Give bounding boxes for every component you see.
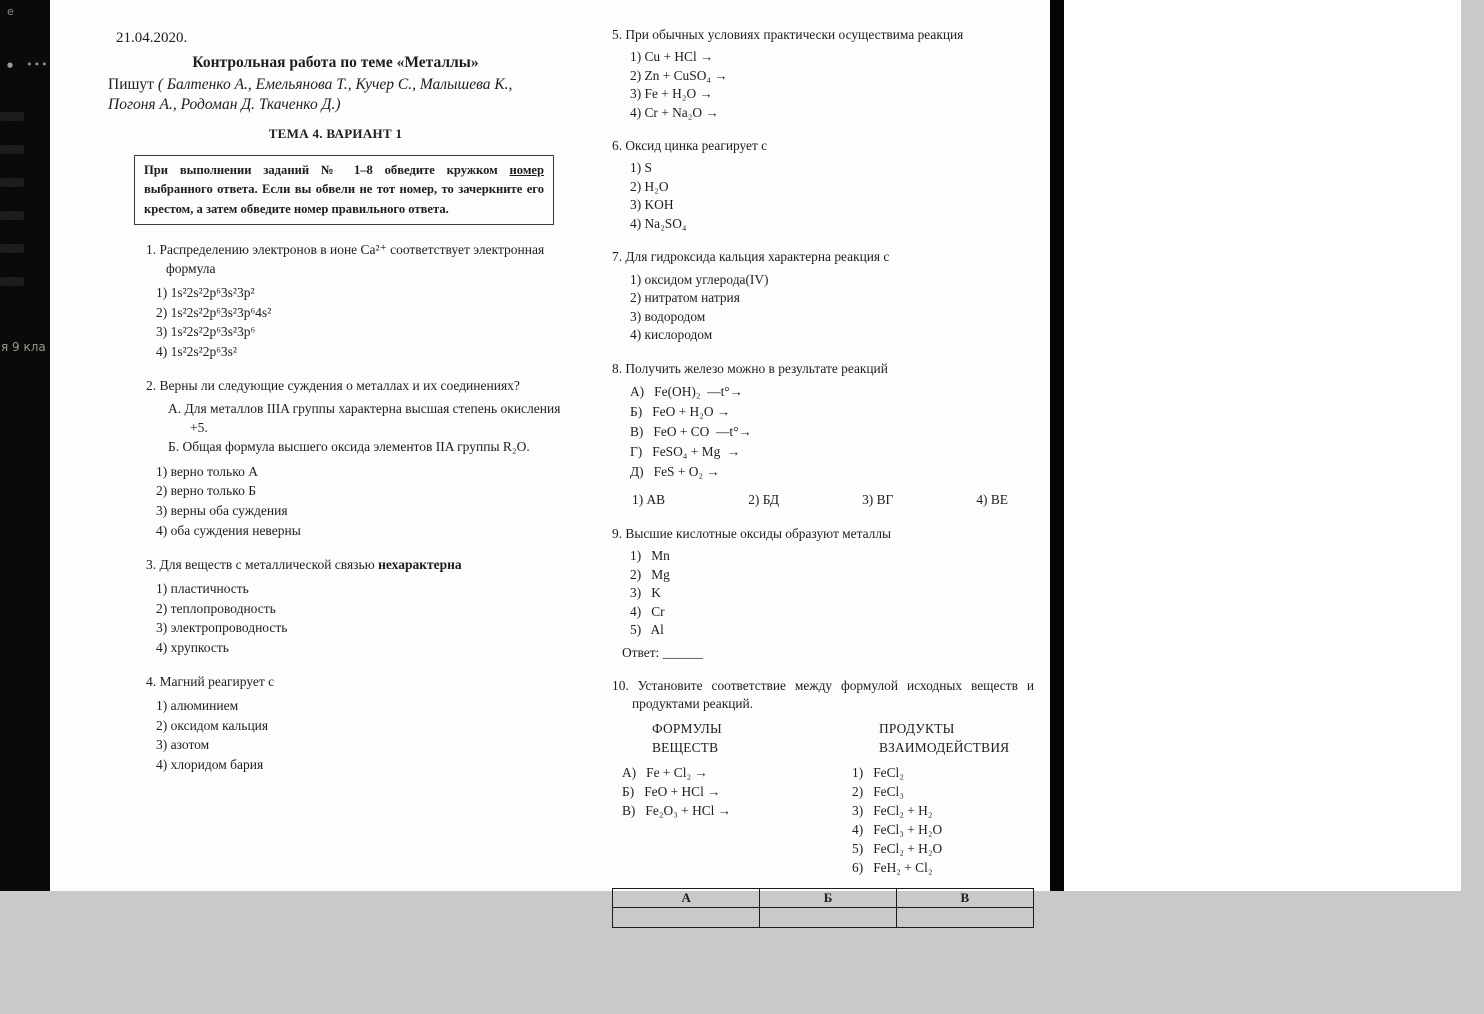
matching-block xyxy=(612,720,1034,877)
answer-option: 3) Fe + H₂O → xyxy=(630,86,713,102)
authors-line xyxy=(108,75,563,116)
sidebar-thumb[interactable] xyxy=(0,244,24,253)
matching-item: А) Fe + Cl₂ → xyxy=(622,764,708,780)
instruction-underlined-word: номер xyxy=(509,162,544,177)
statement-b: Б. Общая формула высшего оксида элементов IIA группы R₂O. xyxy=(168,439,530,455)
answer-table-input-row xyxy=(613,907,1034,927)
question-2 xyxy=(146,377,563,540)
bullet-icon: ● xyxy=(7,60,14,69)
answer-option: 4) Cr + Na₂O → xyxy=(630,104,719,120)
answer-option: 2) теплопроводность xyxy=(156,600,276,616)
question-1-options xyxy=(156,283,563,361)
answer-option: 4) Cr xyxy=(630,603,665,619)
answer-cell xyxy=(760,907,896,927)
answer-option: 3) азотом xyxy=(156,737,210,753)
answer-option: 1) пластичность xyxy=(156,581,249,597)
answer-option: 1) Cu + HCl → xyxy=(630,49,714,65)
document-page xyxy=(50,0,1050,905)
reaction-line: Г) FeSO₄ + Mg → xyxy=(630,444,741,460)
answer-cell xyxy=(613,907,760,927)
answer-table-header: А xyxy=(613,888,760,907)
answer-option: 2) верно только Б xyxy=(156,483,256,499)
answer-option: 3) ВГ xyxy=(862,492,894,508)
matching-item: 1) FeCl₂ xyxy=(852,764,904,780)
matching-left-column xyxy=(612,720,850,877)
answer-option: 2) Zn + CuSO₄ → xyxy=(630,67,728,83)
window-divider xyxy=(1050,0,1064,891)
header-line: ВЕЩЕСТВ xyxy=(652,739,719,755)
question-10 xyxy=(612,677,1034,928)
question-8-reactions xyxy=(630,382,1034,483)
variant-title: ТЕМА 4. ВАРИАНТ 1 xyxy=(268,125,403,141)
sidebar-thumb[interactable] xyxy=(0,211,24,220)
question-9 xyxy=(612,525,1034,662)
answer-option: 2) H₂O xyxy=(630,178,669,194)
reaction-line: А) Fe(OH)₂ —t°→ xyxy=(630,383,744,399)
answer-option: 1) S xyxy=(630,160,652,176)
question-4-options xyxy=(156,696,563,774)
matching-item: 5) FeCl₂ + H₂O xyxy=(852,840,943,856)
answer-option: 2) Mg xyxy=(630,566,670,582)
matching-right-column xyxy=(850,720,1034,877)
answer-option: 4) 1s²2s²2p⁶3s² xyxy=(156,343,237,359)
question-7-options xyxy=(630,271,1034,345)
reaction-line: Д) FeS + O₂ → xyxy=(630,464,720,480)
header-line: ВЗАИМОДЕЙСТВИЯ xyxy=(879,739,1010,755)
answer-option: 3) верны оба суждения xyxy=(156,503,288,519)
question-2-statements xyxy=(168,400,563,457)
question-7 xyxy=(612,248,1034,344)
question-3-text xyxy=(146,556,563,575)
matching-item: 4) FeCl₃ + H₂O xyxy=(852,821,943,837)
date-text: 21.04.2020. xyxy=(116,30,188,46)
app-sidebar xyxy=(0,0,50,891)
question-8-text: 8. Получить железо можно в результате реакций xyxy=(612,360,888,376)
instruction-text-2: выбранного ответа. Если вы обвели не тот номер, то зачеркните его крестом, а затем обведите номер правильного ответа. xyxy=(144,182,544,216)
question-3 xyxy=(146,556,563,657)
answer-option: 1) оксидом углерода(IV) xyxy=(630,271,769,287)
answer-blank: Ответ: ______ xyxy=(622,644,703,660)
header-line: ПРОДУКТЫ xyxy=(879,721,955,737)
answer-option: 4) кислородом xyxy=(630,327,713,343)
sidebar-thumb[interactable] xyxy=(0,112,24,121)
question-10-text: 10. Установите соответствие между формулой исходных веществ и продуктами реакций. xyxy=(612,677,1034,712)
header-line: ФОРМУЛЫ xyxy=(652,721,722,737)
question-6 xyxy=(612,137,1034,233)
question-8 xyxy=(612,360,1034,510)
question-3-text-bold: нехарактерна xyxy=(378,557,462,573)
instruction-box xyxy=(134,155,554,226)
answer-option: 3) 1s²2s²2p⁶3s²3p⁶ xyxy=(156,324,256,340)
answer-option: 2) нитратом натрия xyxy=(630,290,740,306)
answer-option: 4) хлоридом бария xyxy=(156,756,264,772)
left-column xyxy=(108,28,563,774)
matching-item: 3) FeCl₂ + H₂ xyxy=(852,802,933,818)
answer-cell xyxy=(896,907,1033,927)
answer-option: 1) Mn xyxy=(630,548,670,564)
sidebar-thumb[interactable] xyxy=(0,178,24,187)
sidebar-thumb[interactable] xyxy=(0,277,24,286)
answer-option: 3) K xyxy=(630,585,661,601)
answer-option: 4) Na₂SO₄ xyxy=(630,215,687,231)
ellipsis-icon: ••• xyxy=(26,58,49,71)
question-6-options xyxy=(630,159,1034,233)
question-1-text: 1. Распределению электронов в ионе Ca²⁺ соответствует электронная формула xyxy=(146,242,545,277)
answer-option: 4) оба суждения неверны xyxy=(156,522,301,538)
question-6-text: 6. Оксид цинка реагирует с xyxy=(612,138,768,154)
question-2-options xyxy=(156,462,563,540)
answer-option: 3) электропроводность xyxy=(156,620,288,636)
matching-item: В) Fe₂O₃ + HCl → xyxy=(622,802,732,818)
question-7-text: 7. Для гидроксида кальция характерна реакция с xyxy=(612,249,890,265)
answer-table-header-row xyxy=(613,888,1034,907)
question-3-text-normal: 3. Для веществ с металлической связью xyxy=(146,557,379,573)
authors-lead: Пишут xyxy=(108,75,158,93)
reaction-line: В) FeO + CO —t°→ xyxy=(630,424,752,440)
authors-names: ( Балтенко А., Емельянова Т., Кучер С., Малышева К., Погоня А., Родоман Д. Ткаченко Д.) xyxy=(108,75,513,114)
answer-option: 4) хрупкость xyxy=(156,639,229,655)
answer-option: 2) БД xyxy=(748,492,780,508)
answer-option: 3) водородом xyxy=(630,308,706,324)
statement-a: А. Для металлов IIIA группы характерна высшая степень окисления +5. xyxy=(168,401,561,436)
matching-right-header xyxy=(879,720,1034,756)
question-5-options xyxy=(630,48,1034,122)
answer-option: 1) 1s²2s²2p⁶3s²3p² xyxy=(156,285,255,301)
doc-title: Контрольная работа по теме «Металлы» xyxy=(192,54,479,71)
answer-table-header: В xyxy=(896,888,1033,907)
sidebar-file-label[interactable]: я 9 кла xyxy=(1,340,46,354)
question-5-text: 5. При обычных условиях практически осуществима реакция xyxy=(612,27,964,42)
question-4 xyxy=(146,673,563,774)
answer-option: 3) KOH xyxy=(630,197,674,213)
instruction-text-1: При выполнении заданий № 1–8 обведите кружком xyxy=(144,162,510,177)
answer-option: 2) 1s²2s²2p⁶3s²3p⁶4s² xyxy=(156,304,272,320)
matching-left-header xyxy=(652,720,850,756)
corner-mark: e xyxy=(7,5,14,18)
question-9-options xyxy=(630,547,1034,640)
reaction-line: Б) FeO + H₂O → xyxy=(630,403,731,419)
question-3-options xyxy=(156,579,563,657)
question-9-text: 9. Высшие кислотные оксиды образуют металлы xyxy=(612,525,892,541)
answer-option: 1) АВ xyxy=(632,492,666,508)
question-2-text: 2. Верны ли следующие суждения о металлах и их соединениях? xyxy=(146,378,520,394)
sidebar-menu[interactable] xyxy=(7,58,49,71)
answer-table-header: Б xyxy=(760,888,896,907)
blank-panel xyxy=(1064,0,1461,891)
question-5 xyxy=(612,26,1034,122)
question-1 xyxy=(146,241,563,361)
sidebar-thumb[interactable] xyxy=(0,145,24,154)
matching-item: 2) FeCl₃ xyxy=(852,783,904,799)
answer-option: 1) верно только А xyxy=(156,463,258,479)
matching-item: Б) FeO + HCl → xyxy=(622,783,721,799)
question-8-answer-row xyxy=(632,491,1008,510)
answer-option: 1) алюминием xyxy=(156,698,239,714)
question-4-text: 4. Магний реагирует с xyxy=(146,674,275,690)
answer-option: 4) ВЕ xyxy=(976,492,1008,508)
right-column xyxy=(610,26,1034,928)
answer-table xyxy=(612,888,1034,928)
matching-item: 6) FeH₂ + Cl₂ xyxy=(852,859,933,875)
answer-option: 2) оксидом кальция xyxy=(156,717,269,733)
answer-option: 5) Al xyxy=(630,622,664,638)
